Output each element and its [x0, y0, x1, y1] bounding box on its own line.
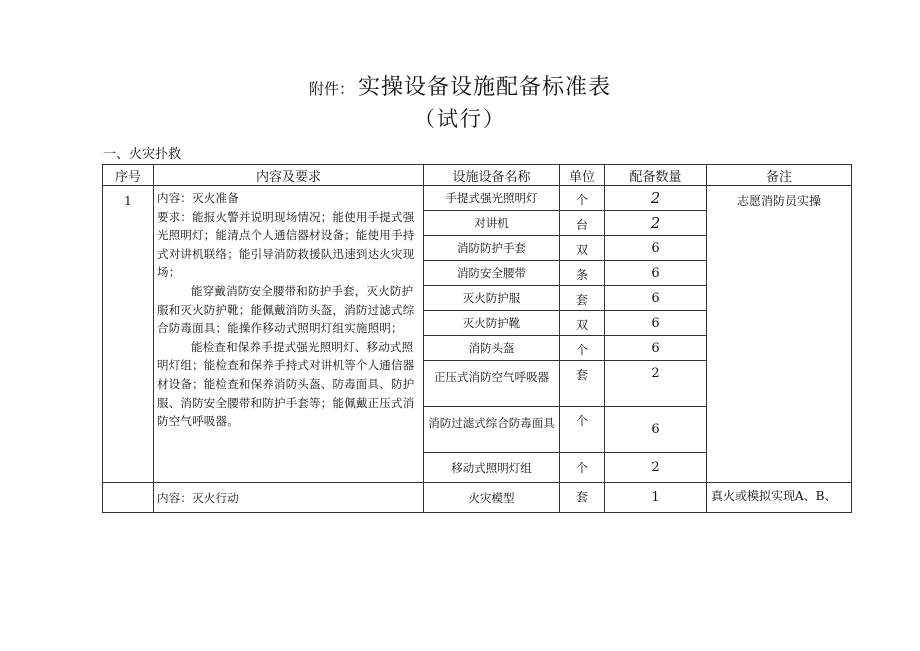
- equipment-qty: 6: [605, 311, 707, 336]
- table-row: [103, 186, 852, 211]
- document-title: [0, 70, 920, 101]
- equipment-name: 消防头盔: [424, 336, 560, 361]
- equipment-unit: 套: [560, 286, 605, 311]
- equipment-name: 火灾模型: [424, 483, 560, 513]
- col-header-note: 备注: [707, 165, 852, 186]
- equipment-unit: 条: [560, 261, 605, 286]
- equipment-name: 手提式强光照明灯: [424, 186, 560, 211]
- content-requirements-cell: 内容：灭火行动: [154, 483, 424, 513]
- col-header-unit: 单位: [560, 165, 605, 186]
- equipment-name: 消防过滤式综合防毒面具: [424, 407, 560, 453]
- equipment-qty: 6: [605, 286, 707, 311]
- content-title: 内容：灭火准备: [157, 191, 239, 205]
- equipment-name: 消防安全腰带: [424, 261, 560, 286]
- equipment-qty: 6: [605, 407, 707, 453]
- equipment-standard-table: [102, 164, 852, 513]
- equipment-qty: 2: [605, 453, 707, 483]
- title-prefix: 附件：: [308, 80, 354, 98]
- col-header-seq: 序号: [103, 165, 154, 186]
- equipment-qty: 2: [605, 186, 707, 211]
- equipment-name: 灭火防护靴: [424, 311, 560, 336]
- note-cell: 志愿消防员实操: [707, 186, 852, 483]
- table-header-row: [103, 165, 852, 186]
- equipment-qty: 1: [605, 483, 707, 513]
- equipment-name: 对讲机: [424, 211, 560, 236]
- requirements-para-2: 能穿戴消防安全腰带和防护手套，灭火防护服和灭火防护靴；能佩戴消防头盔，消防过滤式综合防毒面具；能操作移动式照明灯组实施照明；: [157, 283, 415, 336]
- title-main: 实操设备设施配备标准表: [358, 75, 612, 100]
- note-cell: 真火或模拟实现A、B、: [707, 483, 852, 513]
- requirements-para-3: 能检查和保养手提式强光照明灯、移动式照明灯组；能检查和保养手持式对讲机等个人通信器材设备；能检查和保养消防头盔、防毒面具、防护服、消防安全腰带和防护手套等；能佩戴正压式消防空气呼吸器。: [157, 339, 415, 429]
- equipment-qty: 6: [605, 261, 707, 286]
- content-requirements-cell: [154, 186, 424, 483]
- seq-cell: 1: [103, 186, 154, 483]
- equipment-name: 灭火防护服: [424, 286, 560, 311]
- equipment-name: 正压式消防空气呼吸器: [424, 361, 560, 407]
- equipment-unit: 套: [560, 483, 605, 513]
- equipment-qty: 2: [605, 211, 707, 236]
- col-header-equipment: 设施设备名称: [424, 165, 560, 186]
- equipment-unit: 套: [560, 361, 605, 407]
- equipment-qty: 2: [605, 361, 707, 407]
- equipment-name: 消防防护手套: [424, 236, 560, 261]
- seq-cell-empty: [103, 483, 154, 513]
- equipment-name: 移动式照明灯组: [424, 453, 560, 483]
- equipment-qty: 6: [605, 336, 707, 361]
- col-header-content: 内容及要求: [154, 165, 424, 186]
- equipment-unit: 双: [560, 311, 605, 336]
- section-heading: 一、火灾扑救: [103, 147, 182, 162]
- equipment-unit: 个: [560, 453, 605, 483]
- equipment-unit: 台: [560, 211, 605, 236]
- requirements-para-1: 要求：能报火警并说明现场情况；能使用手提式强光照明灯；能清点个人通信器材设备；能使用手持式对讲机联络；能引导消防救援队迅速到达火灾现场；: [157, 209, 415, 280]
- equipment-unit: 个: [560, 336, 605, 361]
- equipment-unit: 双: [560, 236, 605, 261]
- equipment-unit: 个: [560, 407, 605, 453]
- document-subtitle: （试行）: [414, 107, 506, 131]
- col-header-qty: 配备数量: [605, 165, 707, 186]
- table-row: [103, 483, 852, 513]
- equipment-qty: 6: [605, 236, 707, 261]
- equipment-unit: 个: [560, 186, 605, 211]
